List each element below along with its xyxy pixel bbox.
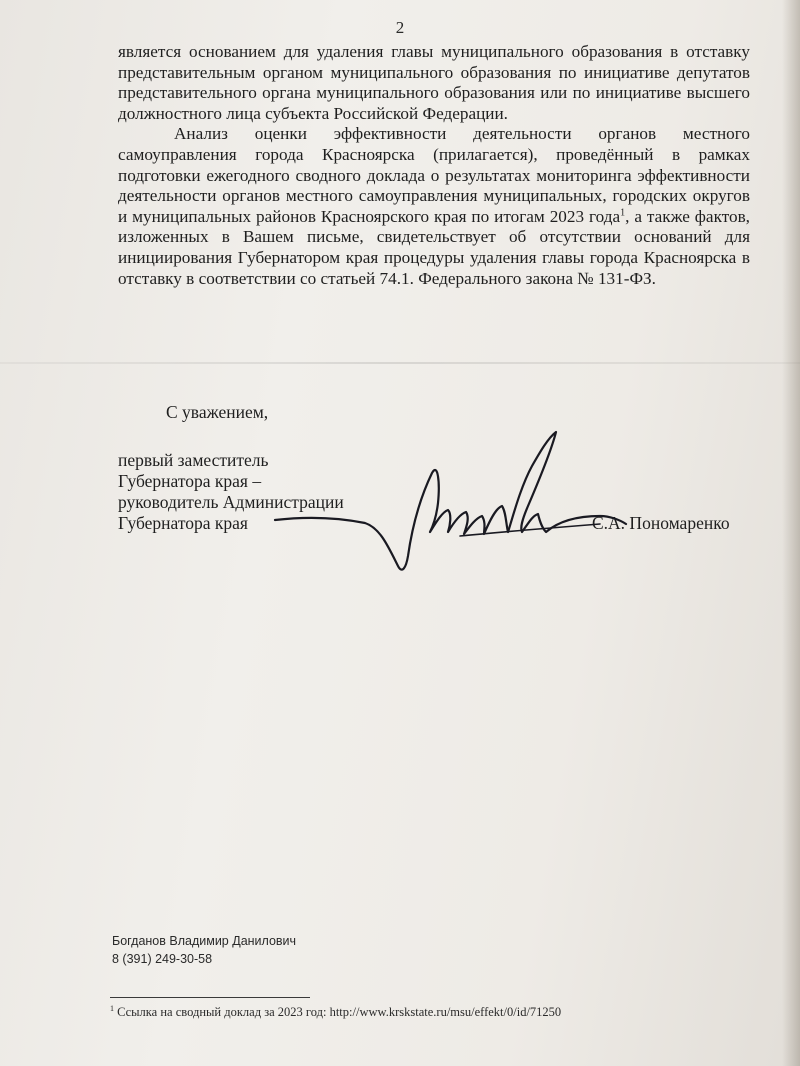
footnote (110, 1004, 561, 1020)
letter-body (118, 42, 750, 289)
page-number: 2 (395, 18, 405, 37)
footnote-divider (110, 997, 310, 998)
closing-greeting: С уважением, (166, 402, 269, 422)
body-paragraph-2-part1: Анализ оценки эффективности деятельности органов местного самоуправления города Красноярска (прилагается), проведённый в рамках подготовки ежегодного сводного доклада о результатах мониторинга эффективности деятельности органов местного самоуправления муниципальных, городских округов и муниципальных районов Красноярского края по итогам 2023 года (118, 124, 750, 226)
signature-stroke-main (275, 432, 626, 570)
contact-name: Богданов Владимир Данилович (112, 934, 297, 948)
body-paragraph-1: является основанием для удаления главы муниципального образования в отставку представительным органом муниципального образования по инициативе депутатов представительного органа муниципального образования или по инициативе высшего должностного лица субъекта Российской Федерации. (118, 42, 750, 123)
footnote-marker: 1 (110, 1004, 114, 1013)
paper-edge-shadow (782, 0, 800, 1066)
signature-stroke-underline (460, 524, 600, 536)
contact-phone: 8 (391) 249-30-58 (112, 952, 213, 966)
signer-title-line-1: первый заместитель (118, 450, 269, 470)
body-paragraph-2 (118, 124, 750, 289)
signer-title-line-3: руководитель Администрации (118, 492, 344, 512)
paper-fold (0, 362, 800, 364)
signer-title-line-4: Губернатора края (118, 513, 248, 533)
signer-name: С.А. Пономаренко (592, 513, 730, 533)
handwritten-signature (270, 428, 630, 578)
footnote-reference: 1 (620, 207, 626, 219)
contact-info (112, 932, 296, 968)
signer-title-line-2: Губернатора края – (118, 471, 262, 491)
body-paragraph-2-part2: , а также фактов, изложенных в Вашем письме, свидетельствует об отсутствии оснований для инициирования Губернатором края процедуры удаления главы города Красноярска в отставку в соответствии со статьей 74.1. Федерального закона № 131-ФЗ. (118, 206, 750, 288)
footnote-text: Ссылка на сводный доклад за 2023 год: http://www.krskstate.ru/msu/effekt/0/id/71250 (117, 1005, 562, 1020)
